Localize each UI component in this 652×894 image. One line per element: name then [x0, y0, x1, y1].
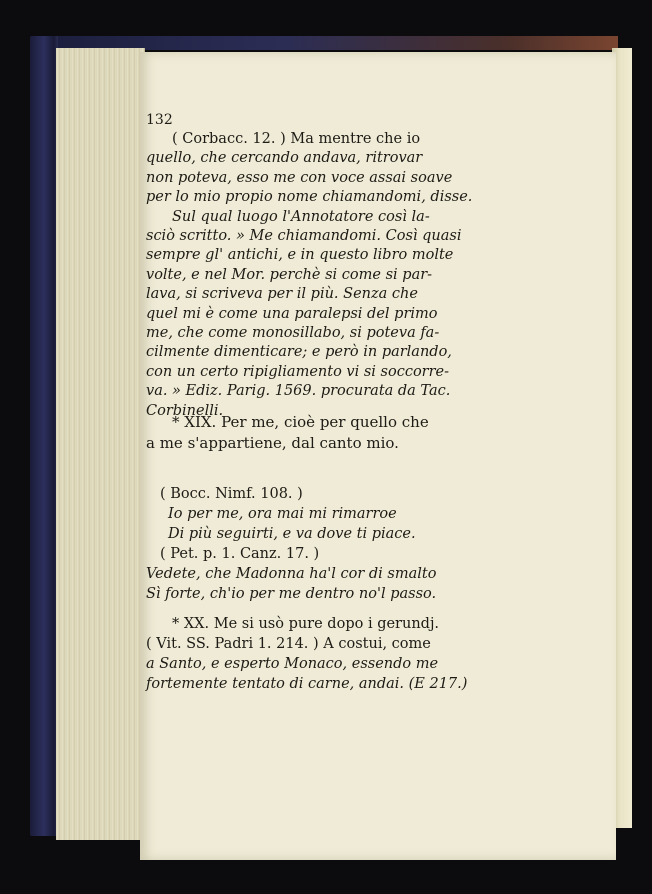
- text-line: a me s'appartiene, dal canto mio.: [146, 434, 399, 452]
- text-block-quotes: [146, 484, 476, 604]
- text-block-corbaccio: [146, 130, 476, 421]
- text-line: lava, si scriveva per il più. Senza che: [146, 286, 418, 303]
- text-line: Vedete, che Madonna ha'l cor di smalto: [146, 566, 437, 582]
- text-line: fortemente tentato di carne, andai. (E 217.): [146, 676, 468, 692]
- text-line: ( Vit. SS. Padri 1. 214. ) A costui, come: [146, 636, 431, 652]
- text-line: quello, che cercando andava, ritrovar: [146, 150, 423, 167]
- page-number: 132: [146, 112, 173, 128]
- text-line: cilmente dimenticare; e però in parlando,: [146, 344, 452, 361]
- page-edges: [56, 48, 145, 840]
- text-line: va. » Ediz. Parig. 1569. procurata da Tac.: [146, 383, 451, 400]
- text-line: me, che come monosillabo, si poteva fa-: [146, 325, 440, 342]
- text-line: sciò scritto. » Me chiamandomi. Così quasi: [146, 228, 462, 245]
- text-line: * XIX. Per me, cioè per quello che: [172, 413, 429, 431]
- text-line: quel mi è come una paralepsi del primo: [146, 305, 438, 322]
- text-line: ( Bocc. Nimf. 108. ): [160, 486, 303, 502]
- text-line: per lo mio propio nome chiamandomi, disse.: [146, 189, 473, 206]
- text-line: ( Pet. p. 1. Canz. 17. ): [160, 546, 320, 562]
- text-line: Sì forte, ch'io per me dentro no'l passo.: [146, 586, 437, 602]
- text-line: sempre gl' antichi, e in questo libro molte: [146, 247, 454, 264]
- text-block-xx: [146, 614, 476, 694]
- text-line: Di più seguirti, e va dove ti piace.: [168, 526, 416, 542]
- text-line: a Santo, e esperto Monaco, essendo me: [146, 656, 439, 672]
- text-line: ( Corbacc. 12. ) Ma mentre che io: [172, 131, 421, 147]
- text-block-xix: [146, 412, 476, 454]
- book-page: [140, 52, 616, 860]
- text-line: Corbinelli.: [146, 402, 224, 419]
- text-line: Sul qual luogo l'Annotatore così la-: [172, 208, 430, 225]
- text-line: * XX. Me si usò pure dopo i gerundj.: [172, 616, 440, 632]
- text-line: volte, e nel Mor. perchè si come si par-: [146, 266, 433, 283]
- text-line: con un certo ripigliamento vi si soccorre-: [146, 363, 450, 380]
- text-line: non poteva, esso me con voce assai soave: [146, 169, 453, 186]
- text-line: Io per me, ora mai mi rimarroe: [168, 506, 397, 522]
